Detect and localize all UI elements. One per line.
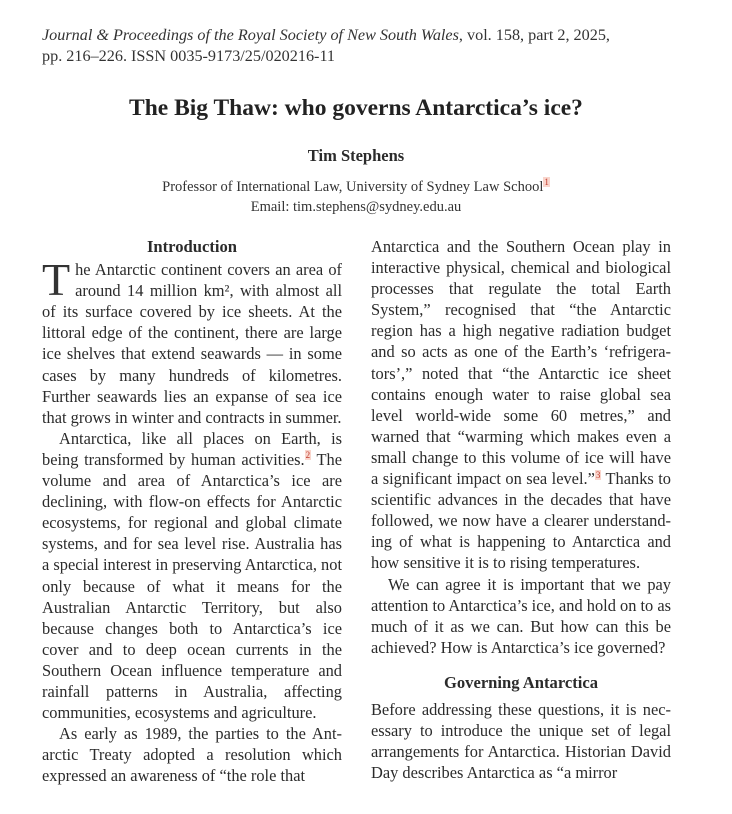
paragraph-2 [42,428,342,723]
author-name: Tim Stephens [307,146,405,165]
journal-name: Journal & Proceedings of the Royal Society of New South Wales [42,26,459,44]
footnote-link-3[interactable]: 3 [595,469,601,480]
section-heading-introduction: Introduction [146,237,238,256]
journal-details: , vol. 158, part 2, 2025, [458,26,610,44]
right-column [371,236,671,783]
author-affiliation-block [0,177,712,217]
article-title: The Big Thaw: who governs Antarctica’s ice? [129,95,583,121]
paragraph-5: Before addressing these questions, it is necessary to introduce the unique set of legal arrangements for Antarctica. Historian David Day describes Antarctica as “a mirror [371,699,671,783]
paragraph-1-text: he Antarctic continent covers an area of around 14 million km², with almost all of its surface covered by ice sheets. At the littoral edge of the continent, there are large ice shelves that extend seawards — in some cases by many hundreds of kilometres. Further seawards lies an expanse of sea ice that grows in winter and contracts in summer. [42,260,342,427]
affiliation: Professor of International Law, University of Sydney Law School [162,179,544,195]
footnote-link-1[interactable]: 1 [544,177,549,188]
paragraph-4: We can agree it is important that we pay attention to Antarctica’s ice, and hold on to as much of it as we can. But how can this be achieved? How is Antarctica’s ice governed? [371,574,671,657]
paragraph-2-text-a: Antarctica, like all places on Earth, is being transformed by human activities. [42,428,342,469]
footnote-link-2[interactable]: 2 [305,450,311,461]
paragraph-3-continued [371,236,671,574]
drop-cap: T [42,254,71,306]
author-email: Email: tim.stephens@sydney.edu.au [250,199,462,215]
section-heading-governing-antarctica: Governing Antarctica [443,672,599,692]
journal-citation [42,25,662,67]
left-column [42,236,342,786]
paragraph-2-text-b: The volume and area of Antarctica’s ice are declining, with flow-on effects for Antarctic ecosystems, for regional and global climate systems, and for sea level rise. Australia has a special interest in preserving Antarctica, not only because of what it means for the Australian Antarctic Territory, but also because changes both to Antarctica’s ice cover and to deep ocean currents in the Southern Ocean influence temperature and rainfall patterns in Australia, affecting communities, ecosystems and agriculture. [42,449,342,723]
paragraph-1 [42,254,342,428]
journal-pages-issn: pp. 216–226. ISSN 0035-9173/25/020216-11 [42,47,336,65]
paragraph-3-text-a: Antarctica and the Southern Ocean play in interactive physical, chemical and biological processes that regulate the total Earth System,” recognised that “the Antarctic region has a high negative radiation budget and so acts as one of the Earth’s ‘refrigerators’,” noted that “the Antarctic ice sheet contains enough water to raise global sea level world-wide some 60 metres,” and warned that “warming which makes even a small change to this volume of ice will have a significant impact on sea level.” [371,237,671,489]
paragraph-3-text-b: Thanks to scientific advances in the decades that have followed, we now have a clearer understanding of what is happening to Antarctica and how sensitive it is to rising temperatures. [371,469,671,573]
paragraph-3-start: As early as 1989, the parties to the Antarctic Treaty adopted a resolution which expressed an awareness of “the role that [42,724,342,786]
